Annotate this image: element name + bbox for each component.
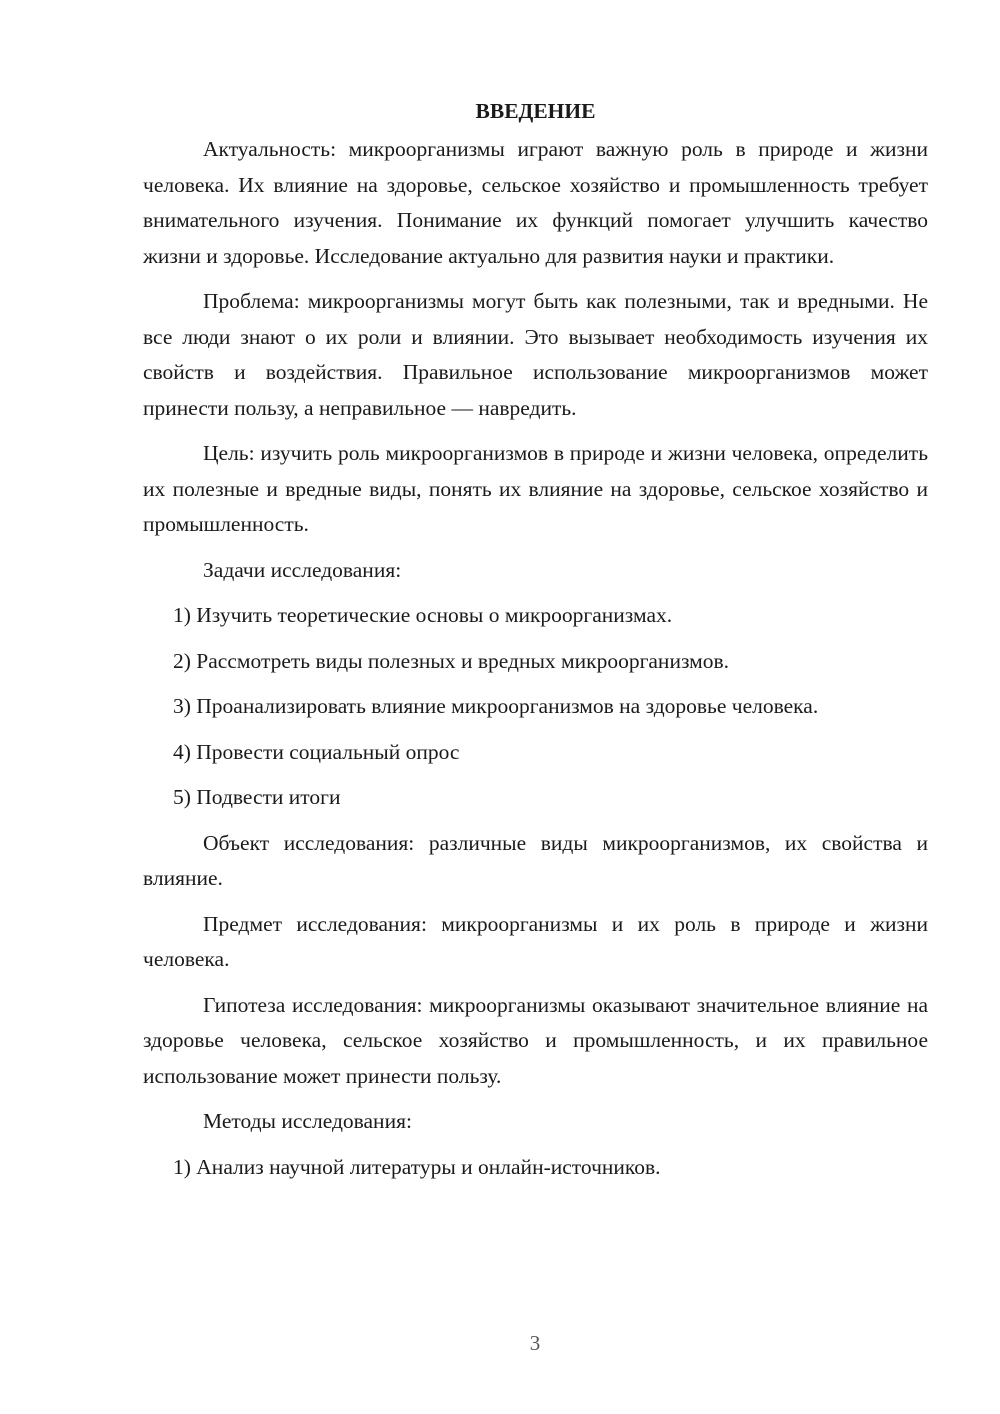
task-item: 3) Проанализировать влияние микроорганизмов на здоровье человека. — [173, 694, 819, 718]
method-item: 1) Анализ научной литературы и онлайн-источников. — [173, 1154, 661, 1179]
task-item: 4) Провести социальный опрос — [173, 739, 460, 764]
problem-paragraph: Проблема: микроорганизмы могут быть как полезными, так и вредными. Не все люди знают о их роли и влиянии. Это вызывает необходимость изучения их свойств и воздействия. Правильное использование микроорганизмов может принести пользу, а неправильное — навредить. — [143, 289, 928, 420]
object-paragraph: Объект исследования: различные виды микроорганизмов, их свойства и влияние. — [143, 830, 928, 890]
task-item: 5) Подвести итоги — [173, 785, 341, 809]
subject-paragraph: Предмет исследования: микроорганизмы и их роль в природе и жизни человека. — [143, 911, 928, 971]
document-page — [143, 96, 928, 1195]
relevance-paragraph: Актуальность: микроорганизмы играют важную роль в природе и жизни человека. Их влияние на здоровье, сельское хозяйство и промышленность требует внимательного изучения. Понимание их функций помогает улучшить качество жизни и здоровье. Исследование актуально для развития науки и практики. — [143, 137, 928, 268]
hypothesis-paragraph: Гипотеза исследования: микроорганизмы оказывают значительное влияние на здоровье человека, сельское хозяйство и промышленность, и их правильное использование может принести пользу. — [143, 992, 928, 1088]
goal-paragraph: Цель: изучить роль микроорганизмов в природе и жизни человека, определить их полезные и вредные виды, понять их влияние на здоровье, сельское хозяйство и промышленность. — [143, 441, 928, 536]
page-number: 3 — [529, 1331, 541, 1355]
task-item: 2) Рассмотреть виды полезных и вредных микроорганизмов. — [173, 648, 730, 673]
methods-heading: Методы исследования: — [203, 1109, 412, 1133]
task-item: 1) Изучить теоретические основы о микроорганизмах. — [173, 603, 673, 627]
tasks-heading: Задачи исследования: — [203, 557, 402, 582]
section-title: ВВЕДЕНИЕ — [475, 99, 596, 123]
